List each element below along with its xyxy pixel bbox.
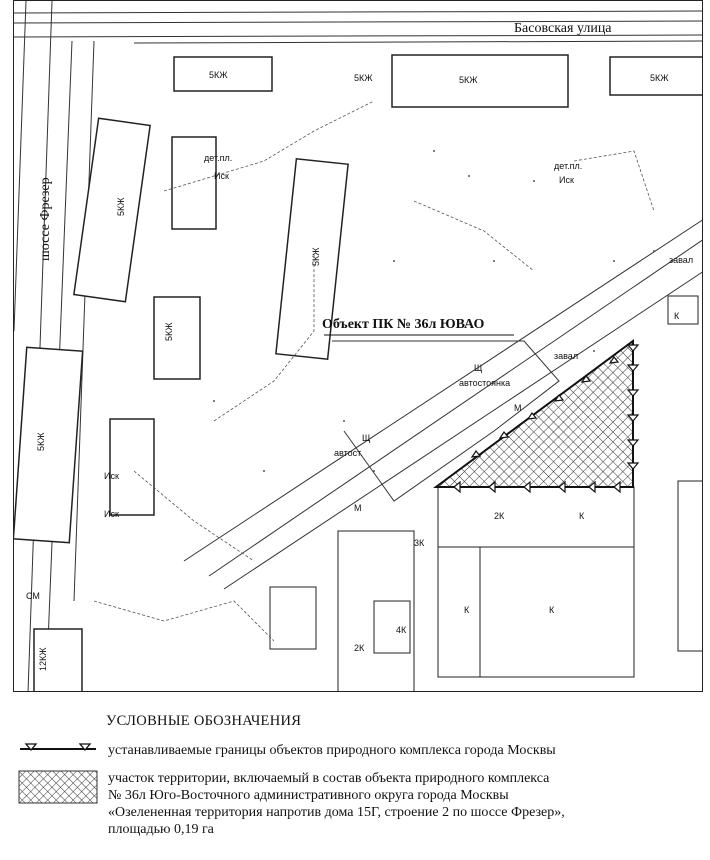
bld-label-25: Иск [104, 471, 119, 481]
bld-label-13: К [579, 511, 585, 521]
bld-label-16: 4К [396, 625, 407, 635]
map-area [13, 0, 703, 692]
bld-label-21: Щ [474, 363, 483, 373]
bld-label-2: 5КЖ [459, 75, 478, 85]
object-area [436, 341, 633, 487]
map-drawing [14, 1, 703, 692]
zaval-label-2: завал [554, 351, 579, 361]
bld-label-5: 5КЖ [116, 197, 126, 216]
object-label: Объект ПК № 36л ЮВАО [322, 317, 485, 332]
lower-blocks [270, 296, 703, 692]
legend-area-line-1: участок территории, включаемый в состав объекта природного комплекса [108, 771, 550, 786]
bld-label-12: К [464, 605, 470, 615]
street-label-top: Басовская улица [514, 21, 612, 36]
det-pl-label-2: дет.пл. [554, 161, 583, 171]
bld-label-22: Щ [362, 433, 371, 443]
bld-label-18: СМ [26, 591, 40, 601]
bld-label-11: К [549, 605, 555, 615]
legend-area-line-3: «Озелененная территория напротив дома 15Г, строение 2 по шоссе Фрезер», [108, 805, 565, 820]
street-label-left: шоссе Фрезер [38, 177, 53, 261]
avtost-label: автост. [334, 448, 363, 458]
bld-label-26: Иск [104, 509, 119, 519]
bld-label-14: К [674, 311, 680, 321]
bld-label-1: 5КЖ [209, 70, 228, 80]
bld-label-4: 5КЖ [354, 73, 373, 83]
legend-item-boundary: устанавливаемые границы объектов природного комплекса города Москвы [108, 743, 556, 758]
bld-label-24: Иск [559, 175, 574, 185]
zaval-label: завал [669, 255, 694, 265]
bld-label-10: 2К [494, 511, 505, 521]
det-pl-label: дет.пл. [204, 153, 233, 163]
autostoyanka-label: автостоянка [459, 378, 511, 388]
bld-label-3: 5КЖ [650, 73, 669, 83]
legend-item-area [108, 770, 565, 838]
bld-label-7: 5КЖ [164, 322, 174, 341]
legend-area-line-2: № 36л Юго-Восточного административного округа города Москвы [108, 788, 509, 803]
bld-label-8: 5КЖ [36, 432, 46, 451]
bld-label-20: М [354, 503, 362, 513]
bld-label-23: Иск [214, 171, 229, 181]
boundary-symbol-icon [18, 740, 98, 758]
bld-label-15: 2К [354, 643, 365, 653]
bld-label-6: 5КЖ [311, 247, 321, 266]
bld-label-9: 12КЖ [38, 647, 48, 671]
bld-label-17: 3К [414, 538, 425, 548]
bld-label-19: М [514, 403, 522, 413]
legend-area-line-4: площадью 0,19 га [108, 822, 214, 837]
legend-title: УСЛОВНЫЕ ОБОЗНАЧЕНИЯ [106, 713, 302, 729]
hatch-symbol-icon [18, 770, 98, 804]
street-frezer [14, 1, 94, 692]
